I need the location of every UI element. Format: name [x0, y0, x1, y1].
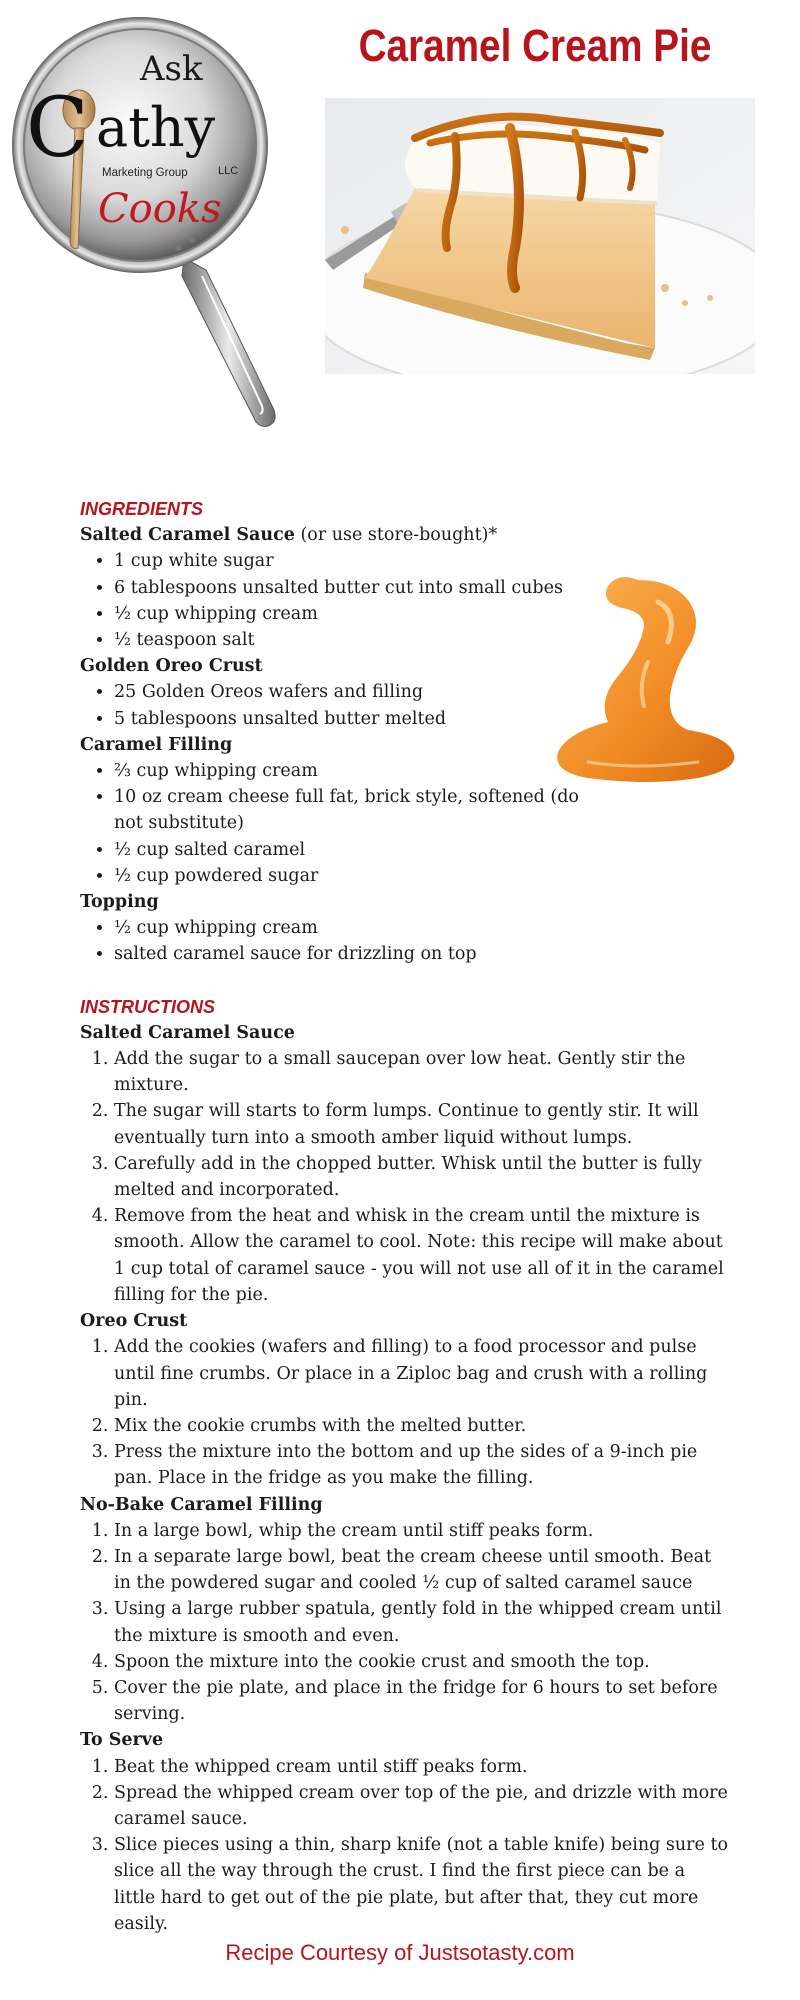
ingredient-list: [80, 758, 594, 889]
instruction-step: 2. Spread the whipped cream over top of the pie, and drizzle with more caramel sauce.: [114, 1780, 730, 1832]
instruction-step: 5. Cover the pie plate, and place in the fridge for 6 hours to set before serving.: [114, 1675, 730, 1727]
recipe-title: Caramel Cream Pie: [358, 20, 712, 71]
ingredient-item: • 25 Golden Oreos wafers and filling: [114, 679, 594, 705]
recipe-credit: Recipe Courtesy of Justsotasty.com: [225, 1940, 575, 1965]
recipe-content: [80, 496, 730, 1937]
instruction-step: 3. Using a large rubber spatula, gently fold in the whipped cream until the mixture is smooth and even.: [114, 1596, 730, 1648]
instructions-heading: INSTRUCTIONS: [80, 996, 215, 1017]
ask-cathy-cooks-logo: [6, 8, 288, 430]
ingredient-group-title: [80, 889, 730, 915]
ingredient-group-title: [80, 653, 730, 679]
ingredient-item: • ½ teaspoon salt: [114, 627, 594, 653]
section-gap: [80, 968, 730, 994]
ingredient-item: • 1 cup white sugar: [114, 548, 594, 574]
ingredient-group-note: (or use store-bought)*: [294, 525, 498, 546]
instruction-step: 2. In a separate large bowl, beat the cream cheese until smooth. Beat in the powdered sugar and cooled ½ cup of salted caramel sauce: [114, 1544, 730, 1596]
svg-text:Ask: Ask: [140, 49, 203, 89]
instruction-step: 3. Press the mixture into the bottom and up the sides of a 9-inch pie pan. Place in the fridge as you make the filling.: [114, 1439, 730, 1491]
instruction-steps: [80, 1754, 730, 1937]
instruction-step: 1. Beat the whipped cream until stiff peaks form.: [114, 1754, 730, 1780]
ingredient-item: • 6 tablespoons unsalted butter cut into small cubes: [114, 575, 594, 601]
instruction-step: 3. Slice pieces using a thin, sharp knife (not a table knife) being sure to slice all the way through the crust. I find the first piece can be a little hard to get out of the pie plate, but after that, they cut more easily.: [114, 1832, 730, 1937]
ingredient-list: [80, 679, 594, 731]
ingredient-group-name: Golden Oreo Crust: [80, 656, 263, 677]
ingredient-list: [80, 915, 594, 967]
instruction-group-title: Oreo Crust: [80, 1311, 188, 1332]
instructions-section: [80, 994, 730, 1937]
instruction-step: 3. Carefully add in the chopped butter. Whisk until the butter is fully melted and incorporated.: [114, 1151, 730, 1203]
svg-text:C: C: [26, 81, 89, 176]
ingredients-section: [80, 496, 730, 968]
caramel-cream-pie-photo: [325, 98, 755, 374]
ingredient-item: • 5 tablespoons unsalted butter melted: [114, 706, 594, 732]
svg-text:Cooks: Cooks: [98, 186, 222, 232]
instruction-step: 4. Remove from the heat and whisk in the cream until the mixture is smooth. Allow the caramel to cool. Note: this recipe will make about 1 cup total of caramel sauce - you will not use all of it in the caramel filling for the pie.: [114, 1203, 730, 1308]
ingredients-heading: INGREDIENTS: [80, 499, 204, 519]
ingredient-item: • ⅔ cup whipping cream: [114, 758, 594, 784]
instruction-step: 1. Add the sugar to a small saucepan over low heat. Gently stir the mixture.: [114, 1046, 730, 1098]
ingredient-group-title: [80, 732, 730, 758]
svg-text:athy: athy: [96, 96, 216, 159]
svg-text:LLC: LLC: [218, 165, 239, 177]
ingredient-group-title: [80, 522, 730, 548]
instruction-group-title: To Serve: [80, 1730, 164, 1751]
ingredient-item: • salted caramel sauce for drizzling on top: [114, 941, 594, 967]
ingredient-item: • 10 oz cream cheese full fat, brick style, softened (do not substitute): [114, 784, 594, 836]
ingredient-list: [80, 548, 594, 653]
instruction-steps: [80, 1046, 730, 1308]
instruction-step: 1. Add the cookies (wafers and filling) to a food processor and pulse until fine crumbs. Or place in a Ziploc bag and crush with a rolling pin.: [114, 1334, 730, 1413]
ingredient-item: • ½ cup whipping cream: [114, 601, 594, 627]
instruction-group-title: Salted Caramel Sauce: [80, 1022, 295, 1043]
ingredient-group-name: Caramel Filling: [80, 734, 233, 755]
ingredient-item: • ½ cup salted caramel: [114, 837, 594, 863]
ingredient-group-name: Topping: [80, 892, 159, 913]
instruction-step: 4. Spoon the mixture into the cookie crust and smooth the top.: [114, 1649, 730, 1675]
ingredient-item: • ½ cup whipping cream: [114, 915, 594, 941]
ingredient-group-name: Salted Caramel Sauce: [80, 525, 295, 546]
instruction-step: 2. Mix the cookie crumbs with the melted butter.: [114, 1413, 730, 1439]
instruction-step: 1. In a large bowl, whip the cream until stiff peaks form.: [114, 1518, 730, 1544]
instruction-group-title: No-Bake Caramel Filling: [80, 1494, 323, 1515]
instruction-step: 2. The sugar will starts to form lumps. Continue to gently stir. It will eventually turn into a smooth amber liquid without lumps.: [114, 1098, 730, 1150]
instruction-steps: [80, 1518, 730, 1728]
svg-text:Marketing Group: Marketing Group: [102, 167, 188, 179]
ingredient-item: • ½ cup powdered sugar: [114, 863, 594, 889]
instruction-steps: [80, 1334, 730, 1491]
